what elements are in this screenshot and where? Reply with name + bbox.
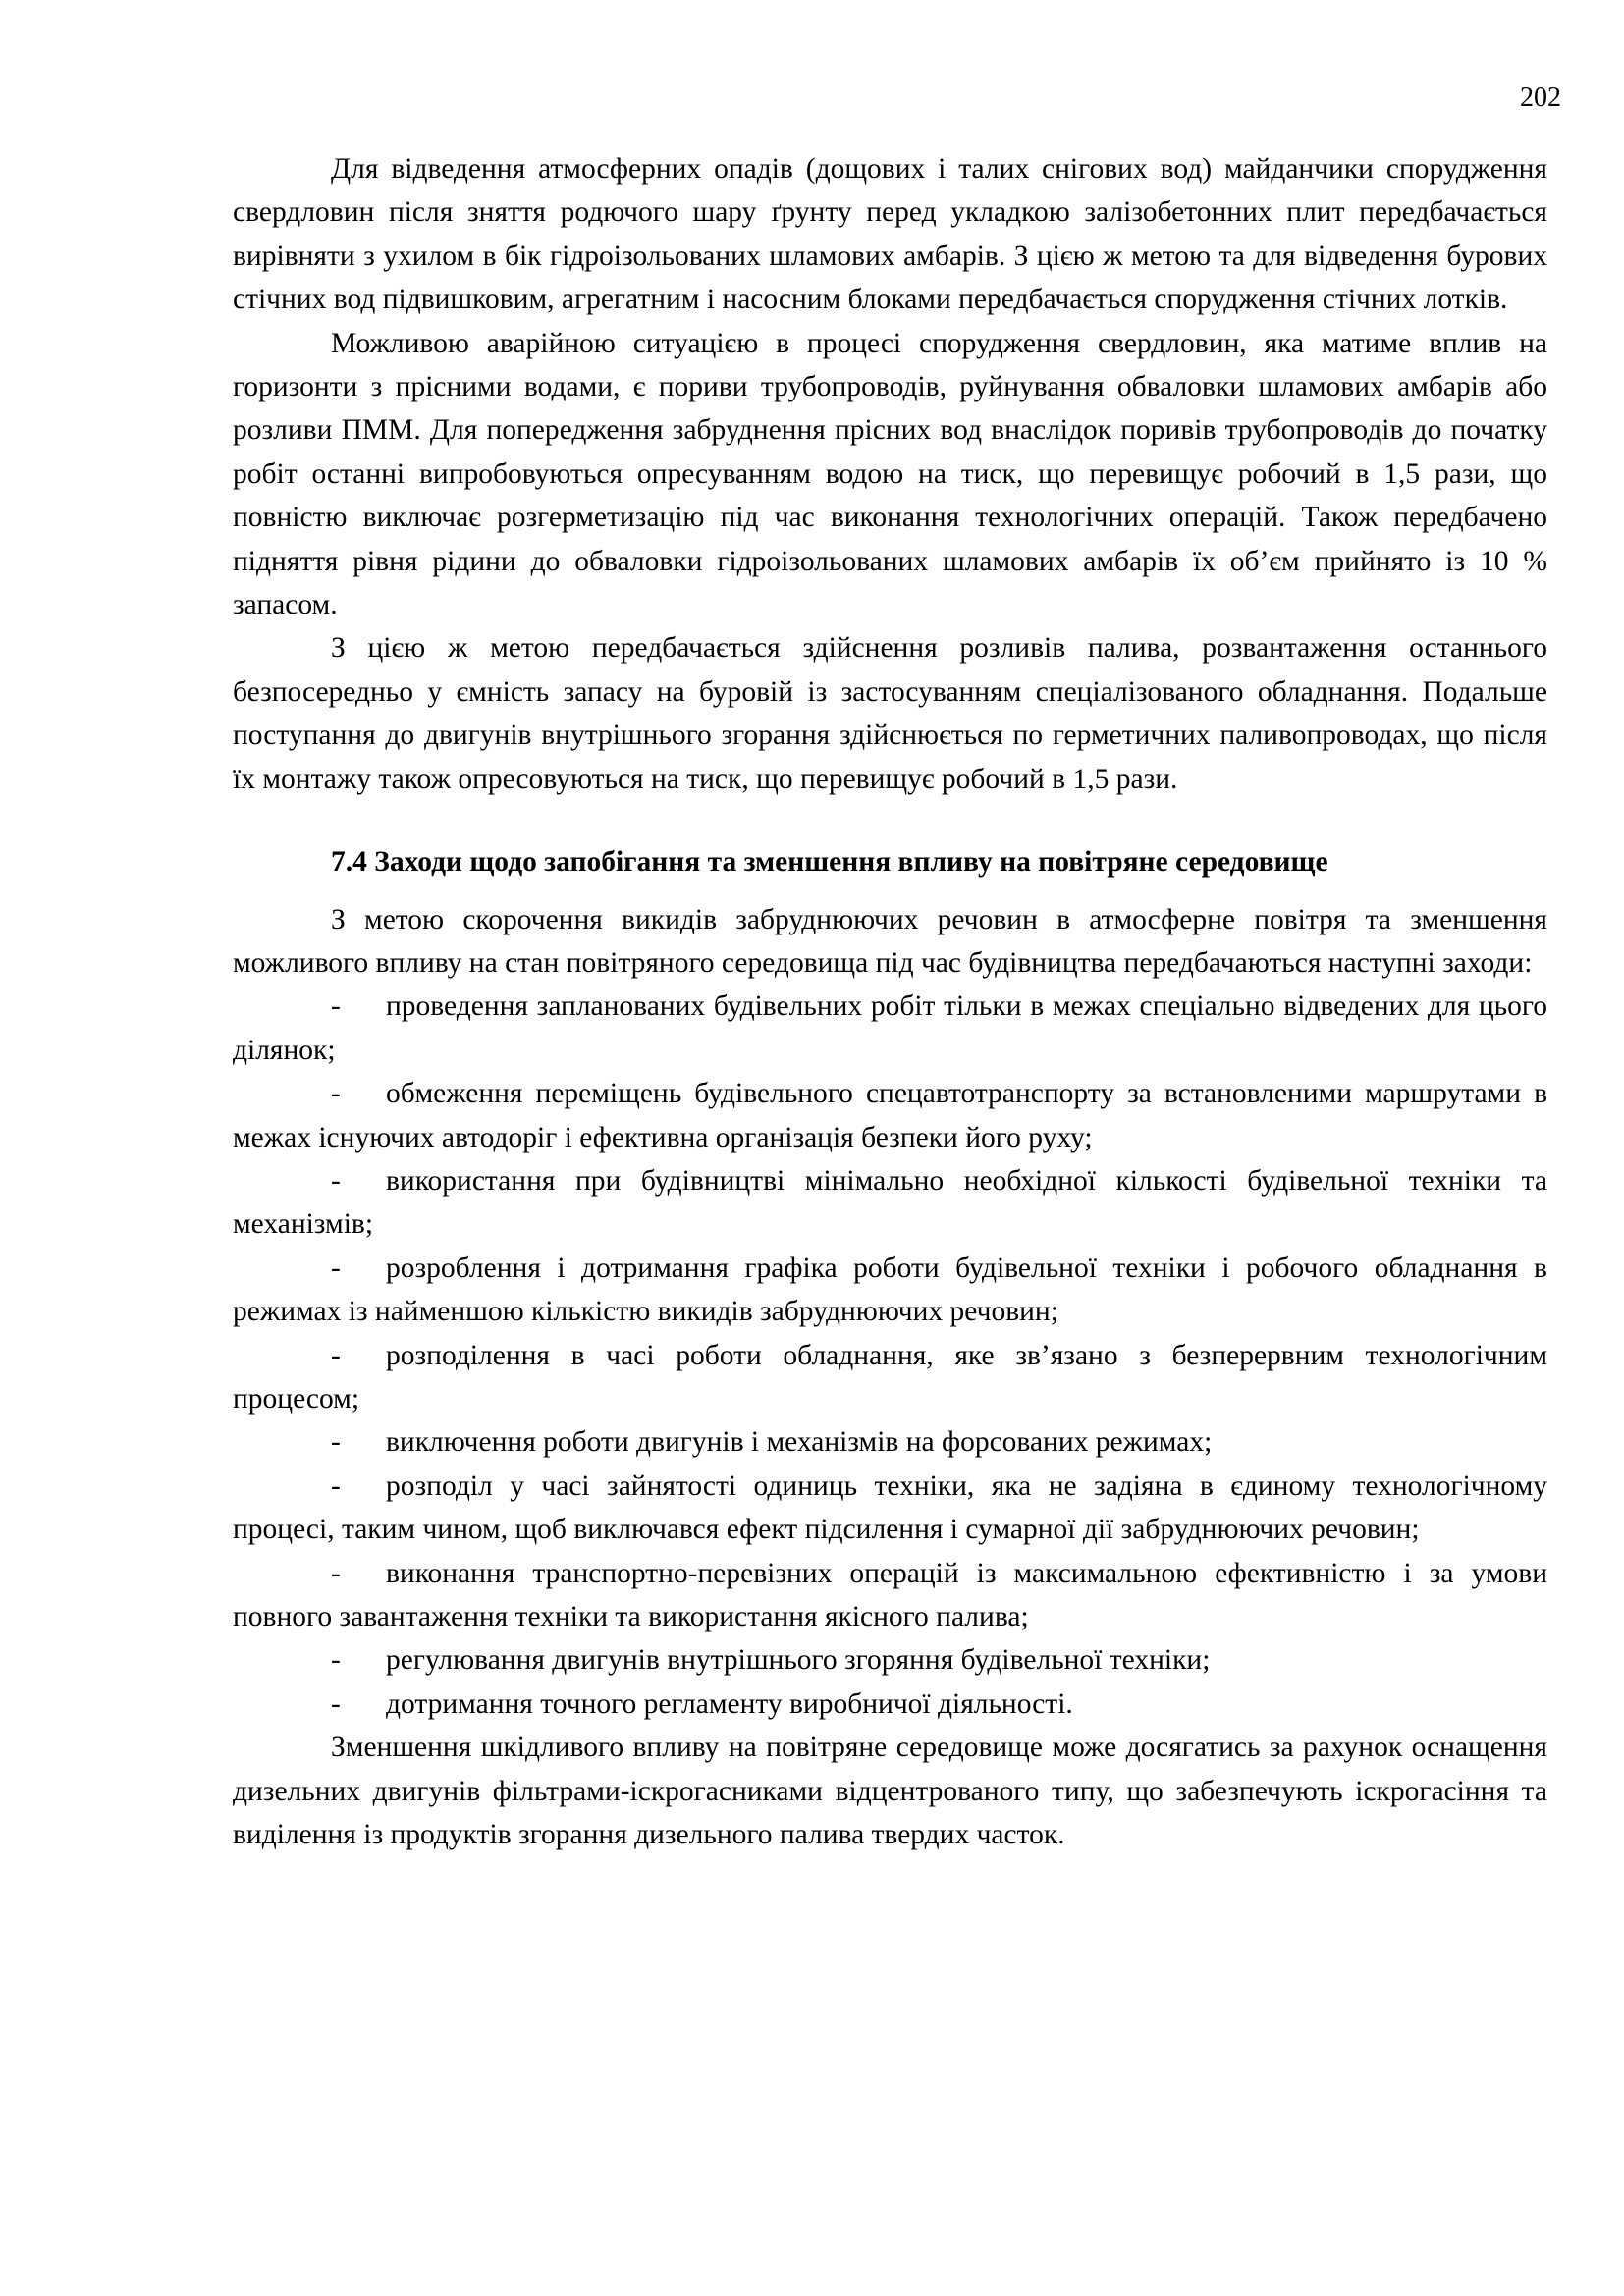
list-item-text: виконання транспортно-перевізних операцій із максимальною ефективністю і за умови повного завантаження техніки та використання якісного палива; [233, 1557, 1547, 1632]
list-item [233, 1247, 1547, 1334]
list-item-text: проведення запланованих будівельних робіт тільки в межах спеціально відведених для цього ділянок; [233, 990, 1547, 1066]
list-item [233, 1334, 1547, 1421]
list-item [233, 1465, 1547, 1552]
list-marker: - [331, 1469, 341, 1502]
paragraph: Для відведення атмосферних опадів (дощових і талих снігових вод) майданчики спорудження свердловин після зняття родючого шару ґрунту перед укладкою залізобетонних плит передбачається вирівняти з ухилом в бік гідроізольованих шламових амбарів. З цією ж метою та для відведення бурових стічних вод підвишковим, агрегатним і насосним блоками передбачається спорудження стічних лотків. [233, 153, 1547, 316]
list-item-text: дотримання точного регламенту виробничої діяльності. [386, 1687, 1073, 1720]
paragraph: Можливою аварійною ситуацією в процесі спорудження свердловин, яка матиме вплив на горизонти з прісними водами, є пориви трубопроводів, руйнування обваловки шламових амбарів або розливи ПММ. Для попередження забруднення прісних вод внаслідок поривів трубопроводів до початку робіт останні випробовуються опресуванням водою на тиск, що перевищує робочий в 1,5 рази, що повністю виключає розгерметизацію під час виконання технологічних операцій. Також передбачено підняття рівня рідини до обваловки гідроізольованих шламових амбарів їх об’єм прийнято із 10 % запасом. [233, 327, 1547, 621]
list-marker: - [331, 1687, 341, 1720]
paragraph: З метою скорочення викидів забруднюючих речовин в атмосферне повітря та зменшення можливого впливу на стан повітряного середовища під час будівництва передбачаються наступні заходи: [233, 903, 1547, 979]
list-item-text: розроблення і дотримання графіка роботи будівельної техніки і робочого обладнання в режимах із найменшою кількістю викидів забруднюючих речовин; [233, 1252, 1547, 1328]
list-marker: - [331, 1078, 341, 1110]
list-item [233, 985, 1547, 1072]
list-marker: - [331, 990, 341, 1023]
list-marker: - [331, 1339, 341, 1371]
list-item [233, 1552, 1547, 1639]
paragraph: З цією ж метою передбачається здійснення розливів палива, розвантаження останнього безпосередньо у ємність запасу на буровій із застосуванням спеціалізованого обладнання. Подальше поступання до двигунів внутрішнього згорання здійснюється по герметичних паливопроводах, що після їх монтажу також опресовуються на тиск, що перевищує робочий в 1,5 рази. [233, 632, 1547, 795]
list-item-text: виключення роботи двигунів і механізмів на форсованих режимах; [386, 1426, 1213, 1459]
page-number: 202 [1520, 82, 1561, 113]
list-marker: - [331, 1252, 341, 1284]
list-item-text: розподілення в часі роботи обладнання, яке зв’язано з безперервним технологічним процесом; [233, 1339, 1547, 1415]
list-item [233, 1682, 1547, 1726]
list-item [233, 1159, 1547, 1247]
list-item-text: обмеження переміщень будівельного спецавтотранспорту за встановленими маршрутами в межах існуючих автодоріг і ефективна організація безпеки його руху; [233, 1078, 1547, 1153]
document-body [233, 147, 1547, 1856]
list-item-text: використання при будівництві мінімально необхідної кількості будівельної техніки та механізмів; [233, 1164, 1547, 1241]
list-marker: - [331, 1644, 341, 1677]
list-item [233, 1638, 1547, 1682]
list-marker: - [331, 1557, 341, 1589]
section-heading: 7.4 Заходи щодо запобігання та зменшення впливу на повітряне середовище [331, 846, 1328, 879]
list-marker: - [331, 1164, 341, 1197]
list-item [233, 1072, 1547, 1159]
paragraph: Зменшення шкідливого впливу на повітряне середовище може досягатись за рахунок оснащення дизельних двигунів фільтрами-іскрогасниками відцентрованого типу, що забезпечують іскрогасіння та виділення із продуктів згорання дизельного палива твердих часток. [233, 1732, 1547, 1851]
list-marker: - [331, 1426, 341, 1459]
list-item-text: розподіл у часі зайнятості одиниць техніки, яка не задіяна в єдиному технологічному процесі, таким чином, щоб виключався ефект підсилення і сумарної дії забруднюючих речовин; [233, 1469, 1547, 1546]
measures-list [233, 985, 1547, 1726]
list-item [233, 1420, 1547, 1464]
list-item-text: регулювання двигунів внутрішнього згоряння будівельної техніки; [386, 1644, 1211, 1677]
